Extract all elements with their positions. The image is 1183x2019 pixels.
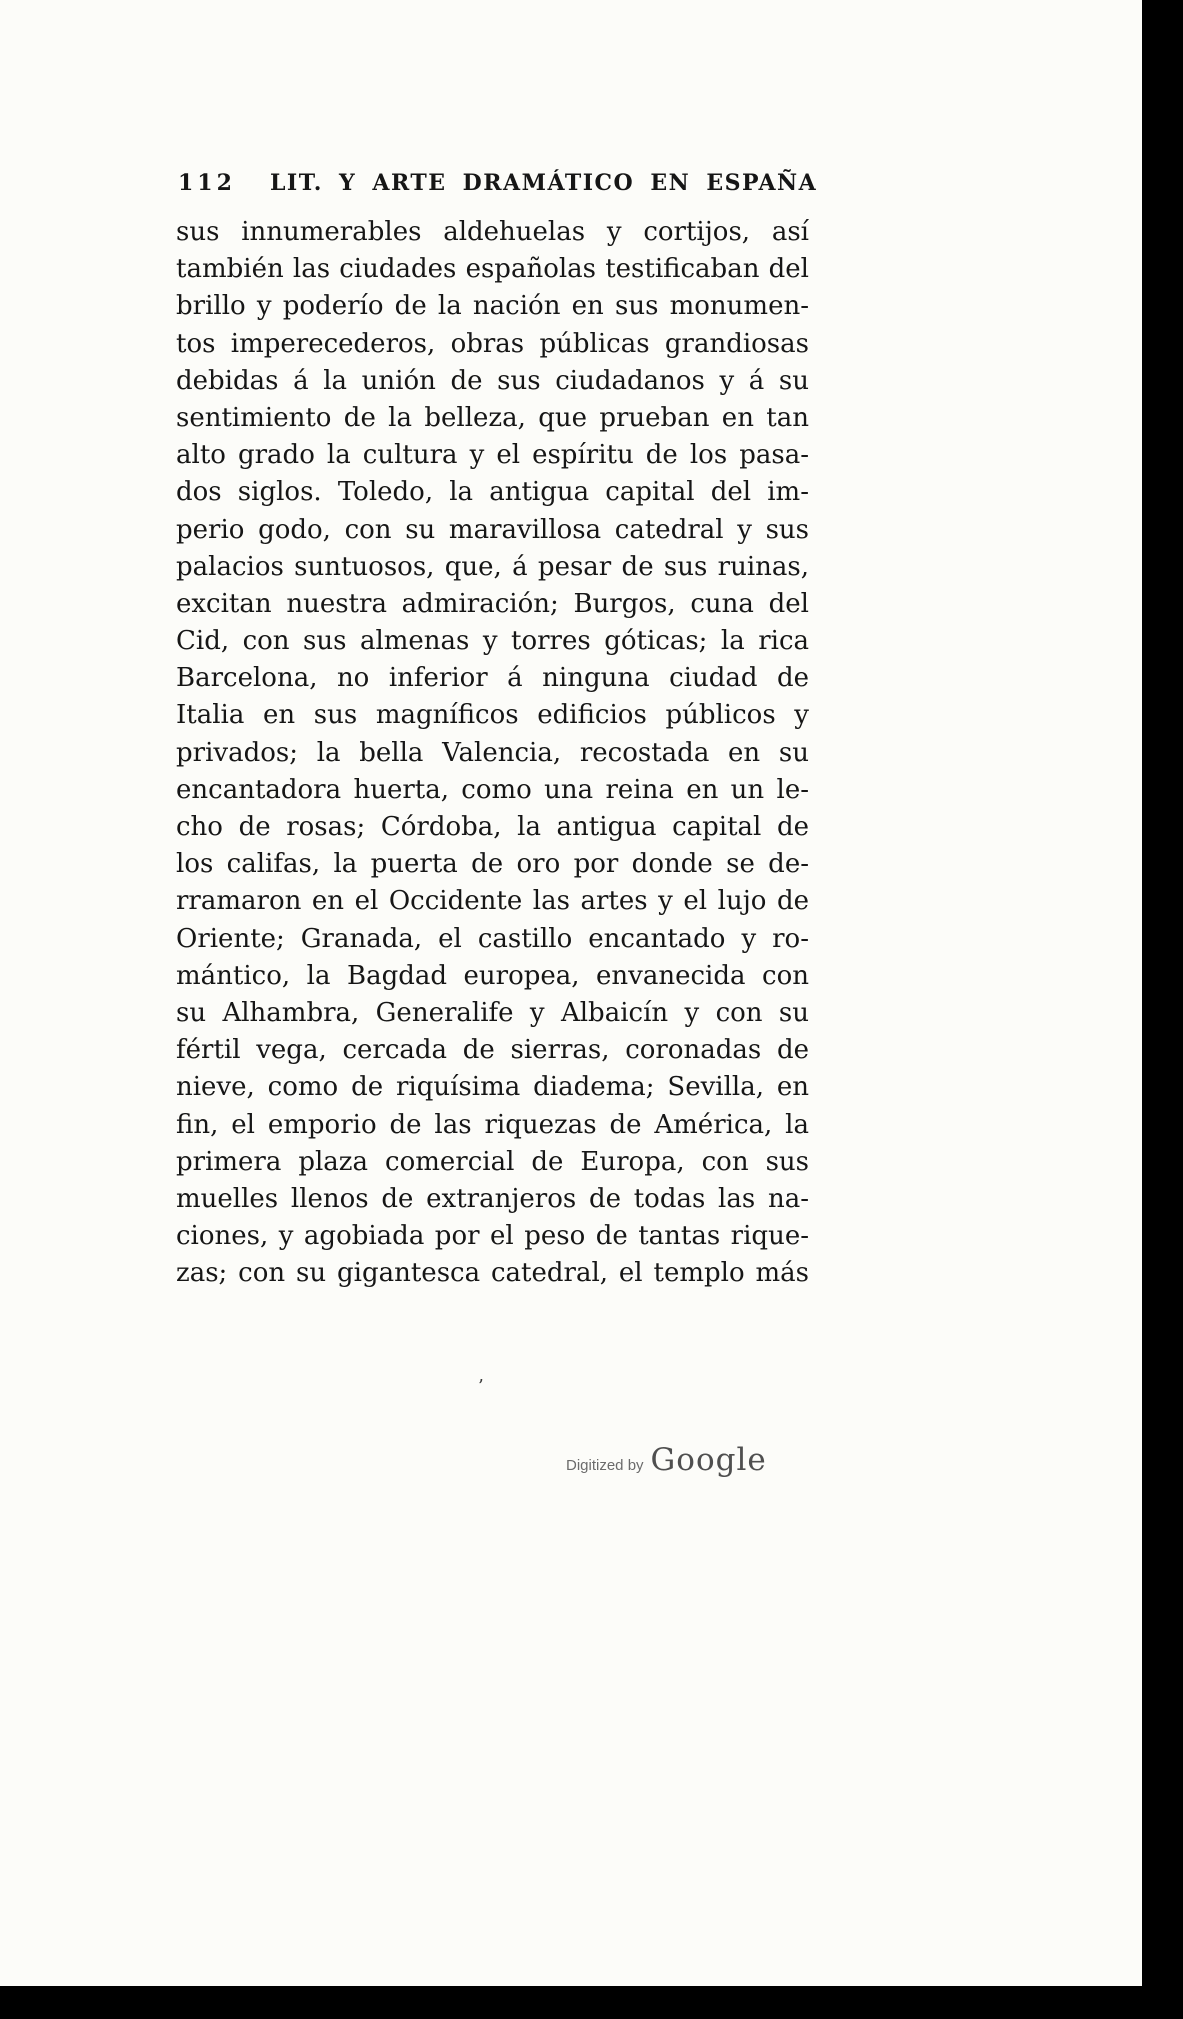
- scan-edge-right: [1142, 0, 1183, 2019]
- google-logo: Google: [650, 1442, 767, 1478]
- text-line: sentimiento de la belleza, que prueban en tan: [176, 402, 809, 433]
- text-line: también las ciudades españolas testificaban del: [176, 254, 809, 285]
- running-title: LIT. Y ARTE DRAMÁTICO EN ESPAÑA: [269, 170, 818, 196]
- text-line: Cid, con sus almenas y torres góticas; la rica: [176, 626, 809, 657]
- text-line: dos siglos. Toledo, la antigua capital del im-: [176, 477, 809, 508]
- text-line: fértil vega, cercada de sierras, coronadas de: [176, 1035, 809, 1066]
- digitized-watermark: [566, 1442, 767, 1478]
- text-line: los califas, la puerta de oro por donde se de-: [176, 849, 809, 880]
- digitized-by-label: Digitized by: [566, 1457, 644, 1474]
- text-line: fin, el emporio de las riquezas de América, la: [176, 1109, 809, 1140]
- text-line: privados; la bella Valencia, recostada en su: [176, 737, 809, 768]
- text-line: Italia en sus magníficos edificios públicos y: [176, 700, 809, 731]
- text-line: palacios suntuosos, que, á pesar de sus ruinas,: [176, 551, 809, 582]
- text-line: ciones, y agobiada por el peso de tantas rique-: [176, 1221, 809, 1252]
- running-head: [178, 170, 818, 196]
- text-line: mántico, la Bagdad europea, envanecida con: [176, 960, 809, 991]
- text-line: debidas á la unión de sus ciudadanos y á su: [176, 365, 809, 396]
- page-number: 112: [178, 170, 236, 196]
- text-line: alto grado la cultura y el espíritu de los pasa-: [176, 440, 809, 471]
- text-line: muelles llenos de extranjeros de todas las na-: [176, 1183, 809, 1214]
- text-line: tos imperecederos, obras públicas grandiosas: [176, 328, 809, 359]
- text-line: perio godo, con su maravillosa catedral y sus: [176, 514, 809, 545]
- page-text: [176, 214, 809, 1292]
- text-line: excitan nuestra admiración; Burgos, cuna del: [176, 588, 809, 619]
- text-line: su Alhambra, Generalife y Albaicín y con su: [176, 997, 809, 1028]
- text-line: sus innumerables aldehuelas y cortijos, así: [176, 217, 809, 247]
- text-line: rramaron en el Occidente las artes y el lujo de: [176, 886, 809, 917]
- text-line: brillo y poderío de la nación en sus monumen-: [176, 291, 809, 322]
- scan-artifact-mark: ’: [478, 1376, 484, 1397]
- text-line: Oriente; Granada, el castillo encantado y ro-: [176, 923, 809, 954]
- text-line: primera plaza comercial de Europa, con sus: [176, 1146, 809, 1177]
- text-line: encantadora huerta, como una reina en un le-: [176, 774, 809, 805]
- text-line: nieve, como de riquísima diadema; Sevilla, en: [176, 1072, 809, 1103]
- text-line: cho de rosas; Córdoba, la antigua capital de: [176, 812, 809, 842]
- text-line: zas; con su gigantesca catedral, el templo más: [176, 1258, 809, 1289]
- scan-edge-bottom: [0, 1986, 1183, 2019]
- text-line: Barcelona, no inferior á ninguna ciudad de: [176, 663, 809, 694]
